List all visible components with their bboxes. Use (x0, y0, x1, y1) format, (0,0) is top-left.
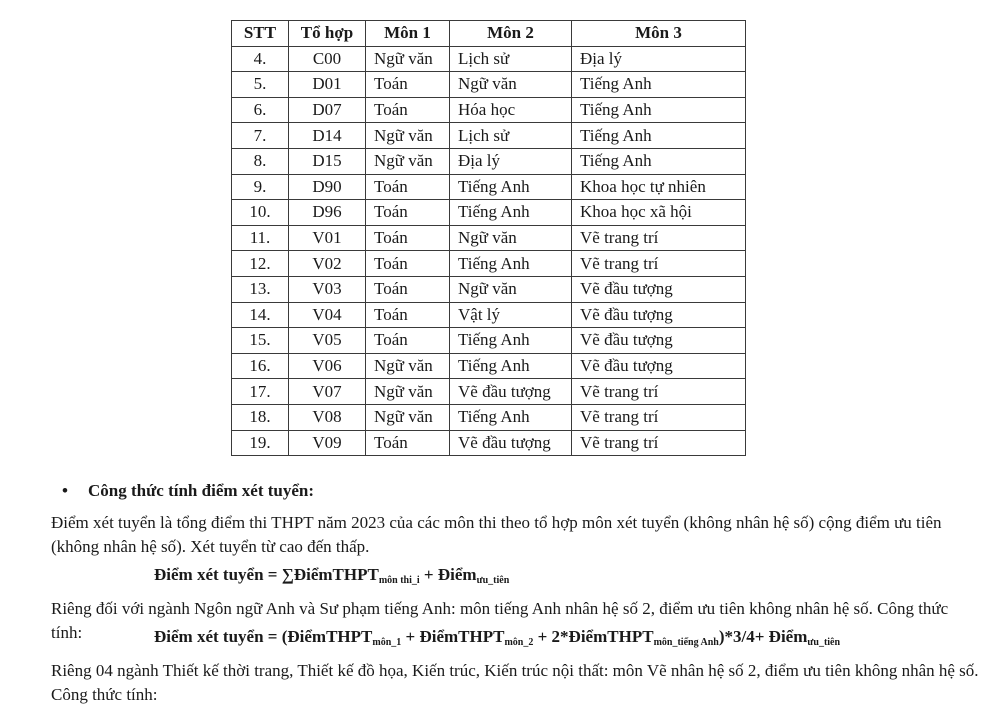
cell-to-hop: C00 (289, 46, 366, 72)
cell-mon-2: Ngữ văn (450, 72, 572, 98)
cell-mon-3: Khoa học xã hội (572, 200, 746, 226)
cell-stt: 10. (232, 200, 289, 226)
header-mon-3: Môn 3 (572, 21, 746, 47)
header-mon-1: Môn 1 (366, 21, 450, 47)
cell-mon-2: Vẽ đầu tượng (450, 430, 572, 456)
cell-mon-2: Vẽ đầu tượng (450, 379, 572, 405)
table-row (232, 200, 746, 226)
table-row (232, 430, 746, 456)
formula-general (154, 565, 509, 586)
formula-english (154, 627, 840, 648)
cell-mon-3: Tiếng Anh (572, 97, 746, 123)
table-row (232, 225, 746, 251)
cell-mon-1: Toán (366, 225, 450, 251)
cell-mon-2: Tiếng Anh (450, 328, 572, 354)
cell-mon-2: Tiếng Anh (450, 251, 572, 277)
cell-to-hop: D01 (289, 72, 366, 98)
cell-mon-2: Vật lý (450, 302, 572, 328)
table-row (232, 46, 746, 72)
cell-stt: 4. (232, 46, 289, 72)
paragraph-drawing-rule: Riêng 04 ngành Thiết kế thời trang, Thiết kế đồ họa, Kiến trúc, Kiến trúc nội thất: môn Vẽ nhân hệ số 2, điểm ưu tiên không nhân hệ số. Công thức tính: (51, 661, 979, 704)
formula-english-sub4: ưu_tiên (807, 637, 841, 648)
cell-mon-3: Tiếng Anh (572, 148, 746, 174)
bullet-icon: • (62, 481, 68, 500)
cell-mon-1: Ngữ văn (366, 123, 450, 149)
cell-stt: 15. (232, 328, 289, 354)
cell-mon-3: Địa lý (572, 46, 746, 72)
table-row (232, 353, 746, 379)
formula-english-part3: + 2*ĐiểmTHPT (533, 627, 654, 646)
header-to-hop: Tổ hợp (289, 21, 366, 47)
cell-mon-2: Địa lý (450, 148, 572, 174)
cell-to-hop: V01 (289, 225, 366, 251)
cell-mon-3: Vẽ đầu tượng (572, 353, 746, 379)
cell-stt: 14. (232, 302, 289, 328)
cell-to-hop: V03 (289, 276, 366, 302)
cell-to-hop: D96 (289, 200, 366, 226)
cell-mon-3: Tiếng Anh (572, 72, 746, 98)
cell-stt: 18. (232, 404, 289, 430)
cell-mon-3: Vẽ trang trí (572, 404, 746, 430)
formula-english-sub1: môn_1 (372, 637, 402, 648)
cell-to-hop: D90 (289, 174, 366, 200)
cell-stt: 7. (232, 123, 289, 149)
cell-stt: 5. (232, 72, 289, 98)
cell-to-hop: D15 (289, 148, 366, 174)
header-stt: STT (232, 21, 289, 47)
cell-stt: 13. (232, 276, 289, 302)
cell-mon-3: Vẽ trang trí (572, 225, 746, 251)
cell-stt: 9. (232, 174, 289, 200)
paragraph-english-rule: Riêng đối với ngành Ngôn ngữ Anh và Sư phạm tiếng Anh: môn tiếng Anh nhân hệ số 2, điểm ưu tiên không nhân hệ số. Công thức tính: (51, 599, 949, 642)
table-row (232, 328, 746, 354)
table-row (232, 251, 746, 277)
table-row (232, 302, 746, 328)
cell-mon-1: Ngữ văn (366, 404, 450, 430)
cell-stt: 6. (232, 97, 289, 123)
cell-stt: 16. (232, 353, 289, 379)
cell-mon-1: Toán (366, 97, 450, 123)
cell-mon-1: Toán (366, 328, 450, 354)
paragraph-general-rule: Điểm xét tuyển là tổng điểm thi THPT năm 2023 của các môn thi theo tổ hợp môn xét tuyển (không nhân hệ số) cộng điểm ưu tiên (không nhân hệ số). Xét tuyển từ cao đến thấp. (51, 513, 942, 556)
cell-mon-3: Vẽ đầu tượng (572, 276, 746, 302)
cell-mon-2: Lịch sử (450, 123, 572, 149)
cell-stt: 11. (232, 225, 289, 251)
cell-to-hop: V07 (289, 379, 366, 405)
cell-mon-1: Toán (366, 430, 450, 456)
cell-mon-1: Ngữ văn (366, 46, 450, 72)
formula-general-sub2: ưu_tiên (476, 575, 510, 586)
cell-to-hop: V04 (289, 302, 366, 328)
formula-english-part4: )*3/4+ Điểm (718, 627, 808, 646)
cell-mon-2: Tiếng Anh (450, 404, 572, 430)
cell-mon-1: Ngữ văn (366, 379, 450, 405)
cell-to-hop: V06 (289, 353, 366, 379)
cell-to-hop: V02 (289, 251, 366, 277)
formula-section-heading (62, 481, 314, 501)
formula-general-sub1: môn thi_i (378, 575, 420, 586)
cell-stt: 17. (232, 379, 289, 405)
table-row (232, 404, 746, 430)
cell-mon-3: Tiếng Anh (572, 123, 746, 149)
cell-to-hop: V08 (289, 404, 366, 430)
cell-mon-2: Tiếng Anh (450, 174, 572, 200)
cell-to-hop: D14 (289, 123, 366, 149)
cell-mon-2: Tiếng Anh (450, 200, 572, 226)
formula-general-plus: + Điểm (419, 565, 477, 584)
table-header-row (232, 21, 746, 47)
cell-mon-3: Vẽ trang trí (572, 379, 746, 405)
table-row (232, 123, 746, 149)
table-row (232, 148, 746, 174)
cell-mon-2: Lịch sử (450, 46, 572, 72)
cell-mon-3: Vẽ trang trí (572, 251, 746, 277)
table-body (232, 46, 746, 456)
formula-general-lhs: Điểm xét tuyển = ∑ĐiểmTHPT (154, 565, 379, 584)
cell-mon-2: Ngữ văn (450, 276, 572, 302)
cell-mon-2: Ngữ văn (450, 225, 572, 251)
cell-to-hop: V05 (289, 328, 366, 354)
cell-to-hop: D07 (289, 97, 366, 123)
formula-english-sub2: môn_2 (504, 637, 534, 648)
cell-mon-1: Toán (366, 200, 450, 226)
cell-mon-1: Toán (366, 174, 450, 200)
cell-mon-3: Vẽ đầu tượng (572, 302, 746, 328)
cell-mon-3: Vẽ trang trí (572, 430, 746, 456)
formula-english-part1: Điểm xét tuyển = (ĐiểmTHPT (154, 627, 373, 646)
header-mon-2: Môn 2 (450, 21, 572, 47)
cell-stt: 12. (232, 251, 289, 277)
cell-mon-1: Toán (366, 72, 450, 98)
table-row (232, 379, 746, 405)
table-row (232, 174, 746, 200)
cell-to-hop: V09 (289, 430, 366, 456)
cell-mon-2: Tiếng Anh (450, 353, 572, 379)
cell-mon-3: Khoa học tự nhiên (572, 174, 746, 200)
cell-mon-1: Ngữ văn (366, 148, 450, 174)
cell-mon-1: Ngữ văn (366, 353, 450, 379)
combination-table (231, 20, 746, 456)
table-row (232, 72, 746, 98)
cell-stt: 19. (232, 430, 289, 456)
cell-stt: 8. (232, 148, 289, 174)
cell-mon-1: Toán (366, 251, 450, 277)
formula-english-part2: + ĐiểmTHPT (401, 627, 505, 646)
table-row (232, 97, 746, 123)
formula-english-sub3: môn_tiếng Anh (653, 637, 719, 648)
cell-mon-1: Toán (366, 302, 450, 328)
section-heading-text: Công thức tính điểm xét tuyển: (88, 481, 315, 500)
cell-mon-2: Hóa học (450, 97, 572, 123)
cell-mon-3: Vẽ đầu tượng (572, 328, 746, 354)
table-row (232, 276, 746, 302)
cell-mon-1: Toán (366, 276, 450, 302)
